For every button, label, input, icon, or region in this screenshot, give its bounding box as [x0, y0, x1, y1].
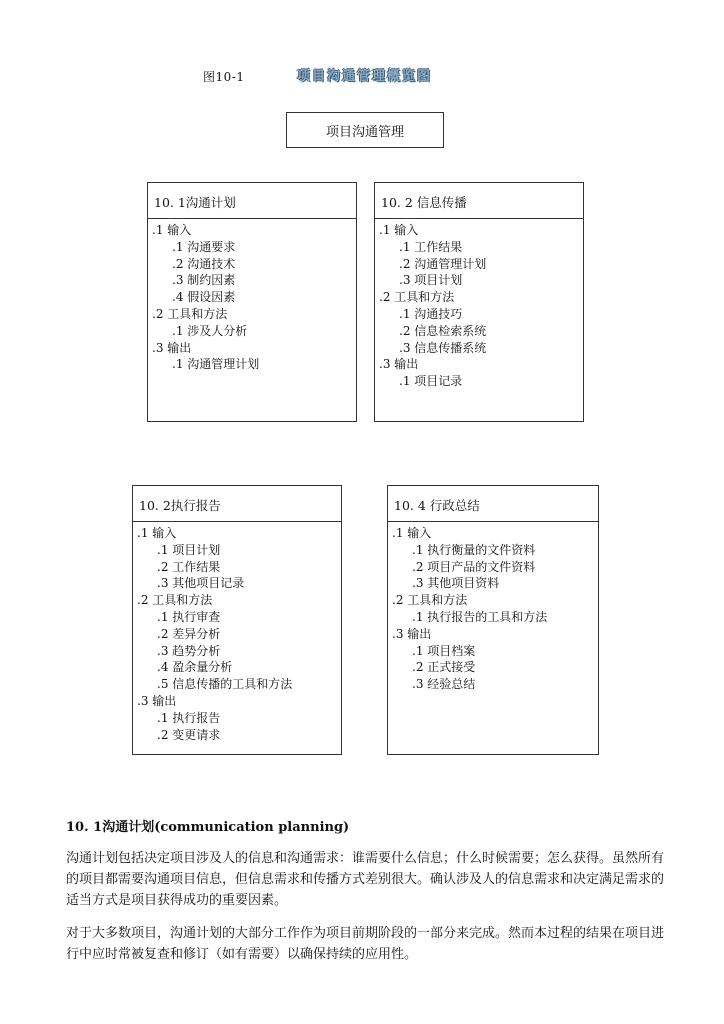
- top-process-box: 项目沟通管理: [286, 112, 444, 148]
- process-item: .1 执行审查: [157, 609, 221, 624]
- figure-label: 图10-1: [203, 70, 245, 84]
- process-group-heading: .1 输入: [379, 223, 419, 237]
- process-group-heading: .3 输出: [137, 693, 177, 708]
- process-item: .1 沟通技巧: [399, 306, 463, 321]
- process-group-heading: .2 工具和方法: [152, 306, 228, 321]
- process-item: .5 信息传播的工具和方法: [157, 677, 293, 692]
- process-item: .2 工作结果: [157, 559, 221, 574]
- process-item: .2 项目产品的文件资料: [412, 559, 536, 574]
- process-item: .2 差异分析: [157, 626, 221, 641]
- figure-title: 项目沟通管理概览图: [297, 69, 433, 84]
- process-item: .2 正式接受: [412, 660, 476, 675]
- process-item: .2 沟通技术: [172, 256, 236, 271]
- process-item: .3 制约因素: [172, 273, 236, 288]
- process-item: .4 盈余量分析: [157, 660, 233, 675]
- process-box-body: [133, 522, 341, 743]
- process-group-heading: .2 工具和方法: [379, 290, 455, 305]
- section-heading: 10. 1沟通计划(communication planning): [66, 820, 350, 835]
- process-item: .3 信息传播系统: [399, 340, 487, 355]
- process-box-body: [148, 219, 356, 373]
- process-item: .3 项目计划: [399, 273, 463, 288]
- process-item: .1 执行报告: [157, 710, 221, 725]
- process-box-performance-reporting: [132, 485, 342, 755]
- process-group-heading: .1 输入: [392, 526, 432, 540]
- process-group-heading: .3 输出: [379, 357, 419, 372]
- process-item: .3 其他项目记录: [157, 576, 245, 591]
- process-group-heading: .2 工具和方法: [137, 593, 213, 608]
- process-item: .3 经验总结: [412, 677, 476, 692]
- process-box-administrative-closure: [387, 485, 599, 755]
- process-group-heading: .1 输入: [137, 526, 177, 540]
- paragraph: 对于大多数项目，沟通计划的大部分工作作为项目前期阶段的一部分来完成。然而本过程的结果在项目进行中应时常被复查和修订（如有需要）以确保持续的应用性。: [66, 926, 665, 962]
- process-item: .2 信息检索系统: [399, 323, 487, 338]
- process-item: .1 工作结果: [399, 239, 463, 254]
- process-item: .4 假设因素: [172, 290, 236, 305]
- process-group-heading: .1 输入: [152, 223, 192, 237]
- process-item: .3 其他项目资料: [412, 576, 500, 591]
- process-box-title: 10. 2 信息传播: [375, 183, 583, 219]
- process-box-title: 10. 2执行报告: [133, 486, 341, 522]
- process-item: .1 执行报告的工具和方法: [412, 609, 548, 624]
- process-box-information-distribution: [374, 182, 584, 422]
- paragraph: 沟通计划包括决定项目涉及人的信息和沟通需求：谁需要什么信息；什么时候需要；怎么获得。虽然所有的项目都需要沟通项目信息，但信息需求和传播方式差别很大。确认涉及人的信息需求和决定满足需求的适当方式是项目获得成功的重要因素。: [66, 851, 665, 908]
- process-box-title: 10. 1沟通计划: [148, 183, 356, 219]
- process-item: .1 执行衡量的文件资料: [412, 542, 536, 557]
- process-item: .3 趋势分析: [157, 643, 221, 658]
- process-box-body: [388, 522, 598, 693]
- process-group-heading: .3 输出: [152, 340, 192, 355]
- process-group-heading: .2 工具和方法: [392, 593, 468, 608]
- process-item: .1 项目档案: [412, 643, 476, 658]
- process-box-title: 10. 4 行政总结: [388, 486, 598, 522]
- process-item: .2 沟通管理计划: [399, 256, 487, 271]
- process-item: .1 沟通要求: [172, 239, 236, 254]
- process-item: .1 涉及人分析: [172, 323, 248, 338]
- process-item: .2 变更请求: [157, 727, 221, 742]
- process-item: .1 项目记录: [399, 374, 463, 389]
- process-box-body: [375, 219, 583, 390]
- process-box-communication-planning: [147, 182, 357, 422]
- process-item: .1 项目计划: [157, 542, 221, 557]
- process-item: .1 沟通管理计划: [172, 357, 260, 372]
- process-group-heading: .3 输出: [392, 626, 432, 641]
